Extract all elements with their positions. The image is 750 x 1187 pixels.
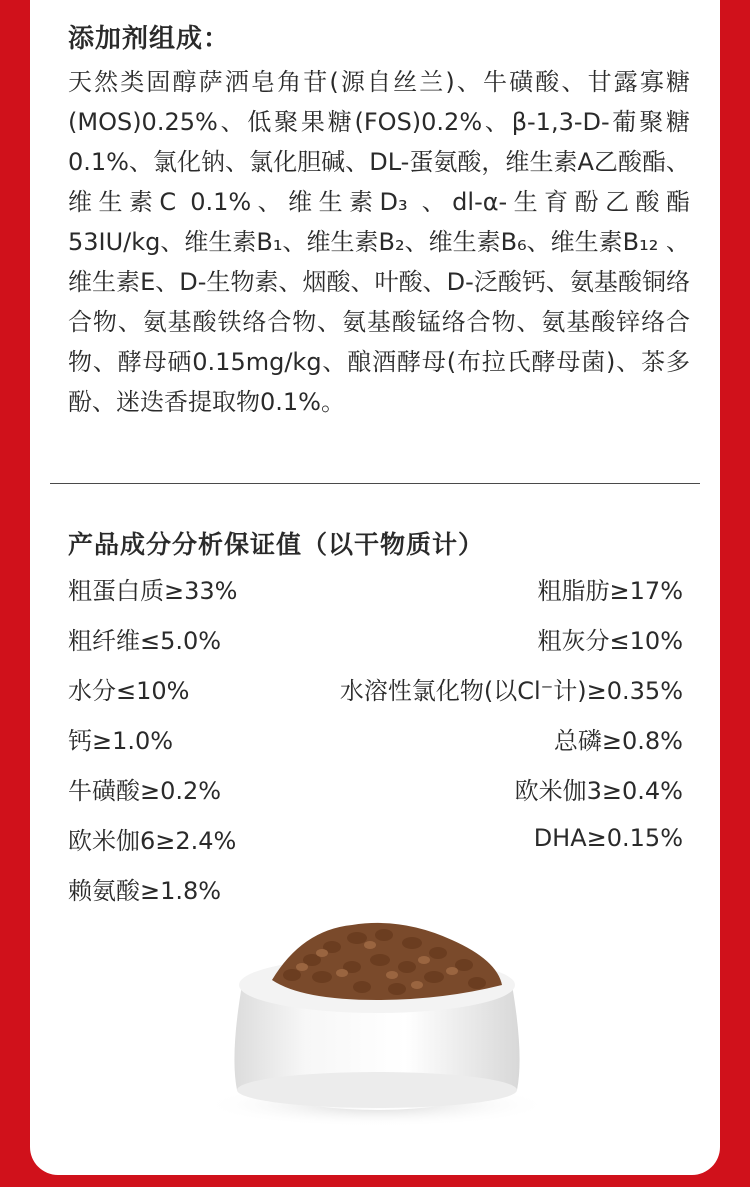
additives-title: 添加剂组成： <box>68 24 231 54</box>
analysis-row <box>68 563 683 613</box>
food-bowl-image <box>202 905 552 1130</box>
analysis-right: 粗脂肪≥17% <box>537 576 683 605</box>
analysis-row <box>68 613 683 663</box>
analysis-row <box>68 713 683 763</box>
analysis-right: 欧米伽3≥0.4% <box>514 776 683 805</box>
analysis-right: 水溶性氯化物(以Cl⁻计)≥0.35% <box>339 676 683 705</box>
analysis-row <box>68 763 683 813</box>
analysis-left: 水分≤10% <box>68 676 190 705</box>
analysis-right: 总磷≥0.8% <box>553 726 683 755</box>
content-card <box>30 0 720 1175</box>
analysis-left: 赖氨酸≥1.8% <box>68 876 222 905</box>
analysis-left: 欧米伽6≥2.4% <box>68 826 237 855</box>
analysis-left: 粗蛋白质≥33% <box>68 576 238 605</box>
analysis-right: 粗灰分≤10% <box>537 626 683 655</box>
analysis-row <box>68 813 683 863</box>
analysis-left: 钙≥1.0% <box>68 726 174 755</box>
section-divider <box>50 483 700 484</box>
analysis-table <box>68 563 683 913</box>
analysis-right: DHA≥0.15% <box>533 824 683 852</box>
analysis-title: 产品成分分析保证值（以干物质计） <box>68 530 485 559</box>
analysis-row <box>68 663 683 713</box>
analysis-left: 牛磺酸≥0.2% <box>68 776 222 805</box>
analysis-left: 粗纤维≤5.0% <box>68 626 222 655</box>
additives-text: 天然类固醇萨洒皂角苷(源自丝兰)、牛磺酸、甘露寡糖(MOS)0.25%、低聚果糖(FOS)0.2%、β-1,3-D-葡聚糖0.1%、氯化钠、氯化胆碱、DL-蛋氨酸，维生素A乙酸酯、维生素C 0.1%、维生素D₃ 、dl-α-生育酚乙酸酯53IU/kg、维生素B₁、维生素B₂、维生素B₆、维生素B₁₂ 、维生素E、D-生物素、烟酸、叶酸、D-泛酸钙、氨基酸铜络合物、氨基酸铁络合物、氨基酸锰络合物、氨基酸锌络合物、酵母硒0.15mg/kg、酿酒酵母(布拉氏酵母菌)、茶多酚、迷迭香提取物0.1%。 <box>68 68 690 416</box>
bowl-with-kibble-illustration <box>202 905 552 1130</box>
